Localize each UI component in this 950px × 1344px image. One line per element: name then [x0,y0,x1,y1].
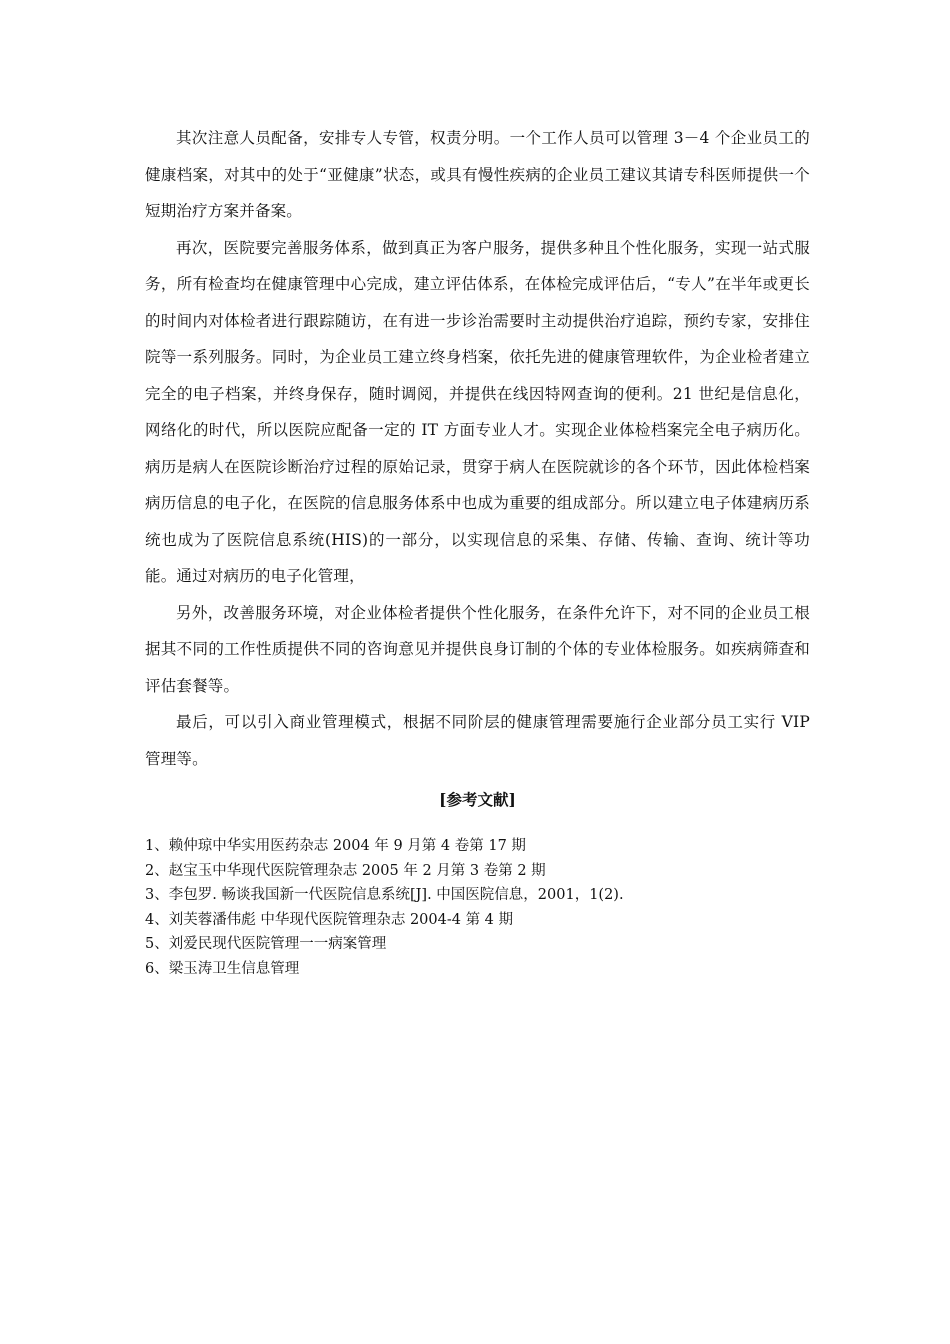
reference-item: 3、李包罗. 畅谈我国新一代医院信息系统[J]. 中国医院信息，2001，1(2). [145,887,624,903]
reference-item: 5、刘爱民现代医院管理一一病案管理 [145,936,387,952]
reference-item: 4、刘芙蓉潘伟彪 中华现代医院管理杂志 2004-4 第 4 期 [145,911,514,928]
references-heading: [参考文献] [439,790,516,809]
reference-item: 2、赵宝玉中华现代医院管理杂志 2005 年 2 月第 3 卷第 2 期 [145,862,546,879]
paragraph-business-model: 最后，可以引入商业管理模式，根据不同阶层的健康管理需要施行企业部分员工实行 VIP 管理等。 [145,713,810,768]
paragraph-environment: 另外，改善服务环境，对企业体检者提供个性化服务，在条件允许下，对不同的企业员工根据其不同的工作性质提供不同的咨询意见并提供良身订制的个体的专业体检服务。如疾病筛查和评估套餐等。 [145,603,810,695]
reference-item: 1、赖仲琼中华实用医药杂志 2004 年 9 月第 4 卷第 17 期 [145,838,526,854]
paragraph-staffing: 其次注意人员配备，安排专人专管，权责分明。一个工作人员可以管理 3－4 个企业员工的健康档案，对其中的处于“亚健康”状态，或具有慢性疾病的企业员工建议其请专科医师提供一个短期治疗方案并备案。 [145,129,810,220]
body-text [145,120,810,777]
reference-item: 6、梁玉涛卫生信息管理 [145,960,300,977]
references-list [145,834,845,981]
paragraph-service-system: 再次，医院要完善服务体系，做到真正为客户服务，提供多种且个性化服务，实现一站式服务，所有检查均在健康管理中心完成，建立评估体系，在体检完成评估后，“专人”在半年或更长的时间内对体检者进行跟踪随访，在有进一步诊治需要时主动提供治疗追踪，预约专家，安排住院等一系列服务。同时，为企业员工建立终身档案，依托先进的健康管理软件，为企业检者建立完全的电子档案，并终身保存，随时调阅，并提供在线因特网查询的便利。21 世纪是信息化，网络化的时代，所以医院应配备一定的 IT 方面专业人才。实现企业体检档案完全电子病历化。病历是病人在医院诊断治疗过程的原始记录，贯穿于病人在医院就诊的各个环节，因此体检档案病历信息的电子化，在医院的信息服务体系中也成为重要的组成部分。所以建立电子体建病历系统也成为了医院信息系统(HIS)的一部分，以实现信息的采集、存储、传输、查询、统计等功能。通过对病历的电子化管理， [145,238,810,585]
